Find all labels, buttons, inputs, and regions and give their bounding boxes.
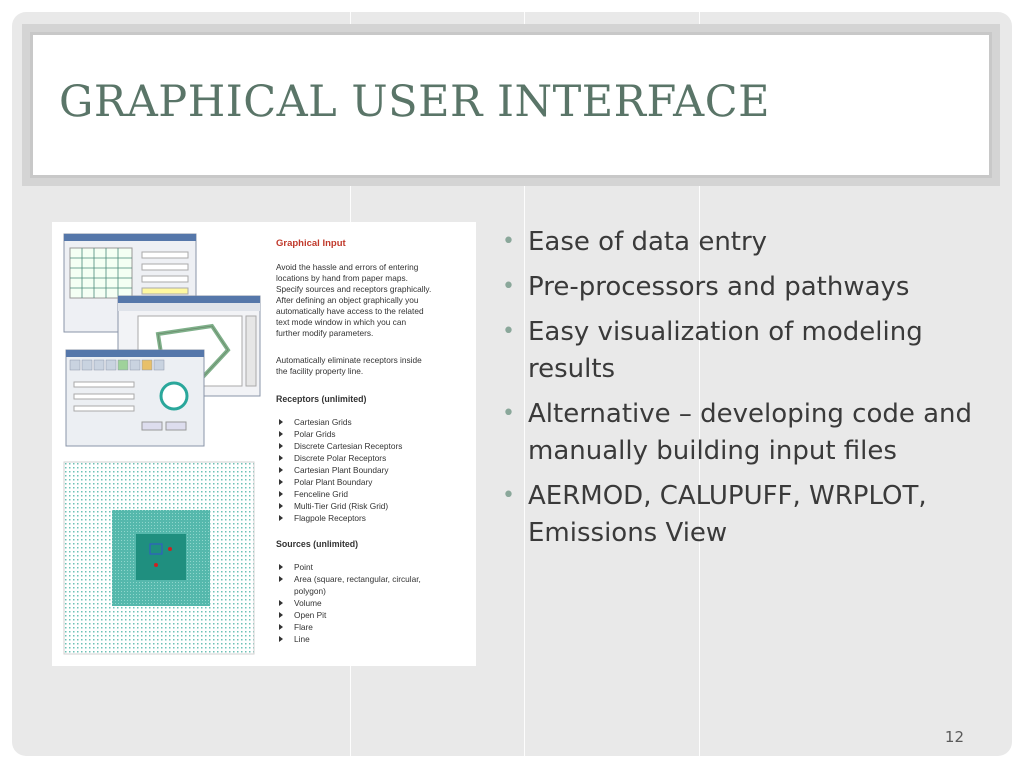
- figure-intro-line: text mode window in which you can: [276, 317, 407, 327]
- list-bullet-arrow-icon: [279, 503, 283, 509]
- bullet-item: [496, 314, 996, 388]
- bullet-dot-icon: •: [502, 483, 515, 508]
- bullet-dot-icon: •: [502, 401, 515, 426]
- list-bullet-arrow-icon: [279, 491, 283, 497]
- app-window-thumbnail: [66, 350, 204, 446]
- figure-list-item: Polar Plant Boundary: [294, 477, 373, 487]
- bullet-dot-icon: •: [502, 274, 515, 299]
- gui-screenshot-figure: [52, 222, 476, 666]
- receptors-heading: Receptors (unlimited): [276, 394, 367, 404]
- figure-intro-line: Specify sources and receptors graphically.: [276, 284, 432, 294]
- gui-screenshot-svg: [52, 222, 476, 666]
- slide-title: GRAPHICAL USER INTERFACE: [59, 77, 771, 127]
- figure-intro-line: Avoid the hassle and errors of entering: [276, 262, 419, 272]
- bullet-text: AERMOD, CALUPUFF, WRPLOT, Emissions View: [528, 481, 927, 548]
- figure-eliminate-line: the facility property line.: [276, 366, 364, 376]
- figure-list-item: Fenceline Grid: [294, 489, 348, 499]
- bullet-text: Easy visualization of modeling results: [528, 317, 923, 384]
- list-bullet-arrow-icon: [279, 419, 283, 425]
- sources-heading: Sources (unlimited): [276, 539, 359, 549]
- page-number: 12: [944, 728, 964, 746]
- receptor-grid-image: [64, 462, 254, 654]
- figure-heading: Graphical Input: [276, 238, 346, 249]
- figure-list-item: Cartesian Grids: [294, 417, 352, 427]
- list-bullet-arrow-icon: [279, 515, 283, 521]
- list-bullet-arrow-icon: [279, 564, 283, 570]
- bullet-item: [496, 269, 996, 306]
- figure-list-item: Polar Grids: [294, 429, 336, 439]
- list-bullet-arrow-icon: [279, 600, 283, 606]
- slide: [12, 12, 1012, 756]
- figure-intro-line: further modify parameters.: [276, 328, 374, 338]
- figure-list-item: Flare: [294, 622, 313, 632]
- figure-eliminate-line: Automatically eliminate receptors inside: [276, 355, 422, 365]
- figure-list-item: Cartesian Plant Boundary: [294, 465, 389, 475]
- list-bullet-arrow-icon: [279, 443, 283, 449]
- list-bullet-arrow-icon: [279, 624, 283, 630]
- figure-list-item: Discrete Cartesian Receptors: [294, 441, 403, 451]
- figure-list-item: Multi-Tier Grid (Risk Grid): [294, 501, 389, 511]
- title-box: [30, 32, 992, 178]
- bullet-item: [496, 224, 996, 261]
- list-bullet-arrow-icon: [279, 612, 283, 618]
- figure-list-item: Discrete Polar Receptors: [294, 453, 387, 463]
- figure-list-item: polygon): [294, 586, 326, 596]
- bullet-item: [496, 396, 996, 470]
- list-bullet-arrow-icon: [279, 479, 283, 485]
- bullet-list: [496, 224, 996, 560]
- figure-list-item: Line: [294, 634, 310, 644]
- figure-list-item: Area (square, rectangular, circular,: [294, 574, 421, 584]
- figure-intro-line: locations by hand from paper maps.: [276, 273, 408, 283]
- list-bullet-arrow-icon: [279, 431, 283, 437]
- list-bullet-arrow-icon: [279, 636, 283, 642]
- bullet-text: Pre-processors and pathways: [528, 272, 910, 302]
- figure-list-item: Volume: [294, 598, 322, 608]
- list-bullet-arrow-icon: [279, 455, 283, 461]
- figure-intro-line: automatically have access to the related: [276, 306, 424, 316]
- figure-intro-line: After defining an object graphically you: [276, 295, 419, 305]
- figure-list-item: Open Pit: [294, 610, 327, 620]
- list-bullet-arrow-icon: [279, 467, 283, 473]
- list-bullet-arrow-icon: [279, 576, 283, 582]
- bullet-text: Alternative – developing code and manually building input files: [528, 399, 973, 466]
- bullet-dot-icon: •: [502, 319, 515, 344]
- bullet-text: Ease of data entry: [528, 227, 768, 257]
- figure-list-item: Flagpole Receptors: [294, 513, 366, 523]
- figure-list-item: Point: [294, 562, 313, 572]
- bullet-item: [496, 478, 996, 552]
- bullet-dot-icon: •: [502, 229, 515, 254]
